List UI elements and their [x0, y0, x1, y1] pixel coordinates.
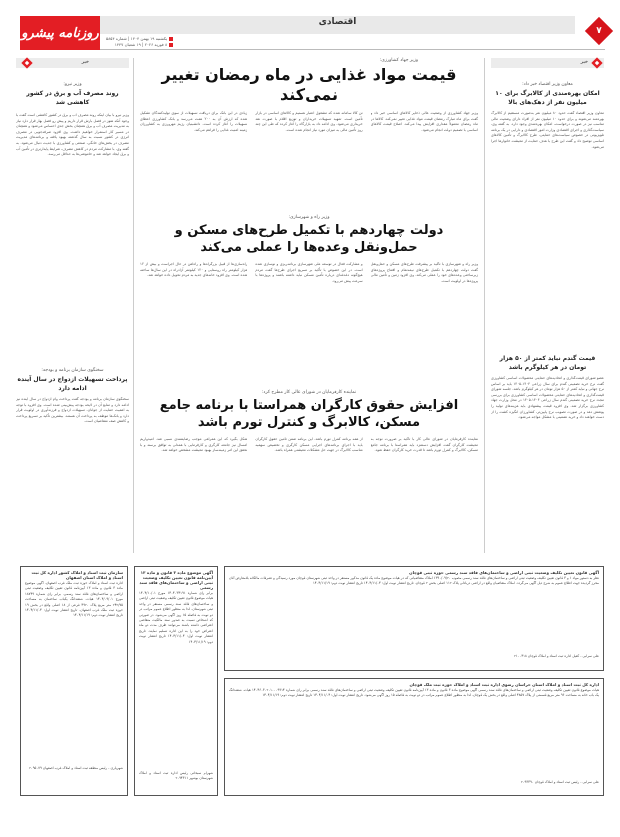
article-body: وزیر راه و شهرسازی با تأکید بر پیشرفت طرح‌های مسکن و حمل‌ونقل گفت دولت چهاردهم با تکمیل طرح‌های نیمه‌تمام و افتتاح پروژه‌های زیرساختی وعده‌های خود را عملی می‌کند. وی افزود زمین و تأمین مالی پروژه‌ها در اولویت است.	[370, 262, 478, 283]
notice-body: اداره ثبت اسناد و املاک حوزه ثبت ملک غرب اصفهان. آگهی موضوع ماده ۳ قانون و ماده ۱۳ آیین‌نامه قانون تعیین تکلیف وضعیت ثبتی اراضی و ساختمان‌های فاقد سند رسمی. برابر رای شماره ۱۸۷۴۹ مورخ ۱۴۰۴/۰۹/۰۱ هیات. ششدانگ یکباب ساختمان به مساحت ۲۴۲/۷۵ متر مربع پلاک ۴۹۲۰ فرعی از ۱۸ اصلی واقع در بخش ۱۹ حوزه ثبت ملک غرب اصفهان. تاریخ انتشار نوبت اول: ۱۴۰۴/۱۱/۰۴ تاریخ انتشار نوبت دوم: ۱۴۰۴/۱۱/۱۹	[25, 581, 123, 618]
legal-notice	[224, 678, 604, 796]
article-headline[interactable]: روند مصرف آب و برق در کشور کاهشی شد	[26, 90, 119, 106]
left-news-column	[16, 58, 134, 553]
notice-signature: شهرام سبحانی رئیس اداره ثبت اسناد و املاک شهرستان بوشهر ۲۰۹۴۳۱۱	[139, 771, 213, 781]
article-headline[interactable]: دولت چهاردهم با تکمیل طرح‌های مسکن و حمل‌ونقل وعده‌ها را عملی می‌کند	[174, 223, 444, 255]
legal-notices	[16, 566, 604, 831]
issue-date-line-alt: ۸ فوریه ۲۰۲۶ | ۱۹ شعبان ۱۴۴۷	[106, 42, 173, 48]
diamond-icon	[591, 57, 602, 68]
issue-info	[106, 36, 173, 48]
article-body: از همه برنامه کنترل تورم باشد. این برنامه ضمن تأمین حقوق کارگران باید با اجرای برنامه‌های اجرایی مسکن کارگری و تخصیص سهمیه مناسب کالابرگ در جهت حل مشکلات معیشتی همراه باشد.	[255, 437, 363, 453]
center-news-column	[140, 58, 478, 553]
article-body: وزیر جهاد کشاورزی از وضعیت عالی ذخایر کالاهای اساسی خبر داد و گفت برای ماه مبارک رمضان قیمت مواد غذایی تغییر نمی‌کند. کالاها در ماه رمضان معمولاً مقداری افزایش پیدا می‌کند. اصلاح قیمت کالاهای اساسی با تصمیم دولت انجام می‌شود.	[370, 111, 478, 132]
legal-notice	[134, 566, 218, 796]
notice-title: آگهی موضوع ماده ۳ قانون و ماده ۱۳ آیین‌نامه قانون تعیین تکلیف وضعیت ثبتی اراضی و ساختمان‌های فاقد سند رسمی	[139, 570, 213, 590]
news-tab-label: خبر	[580, 59, 588, 65]
right-news-column	[484, 58, 604, 553]
notice-signature: شهریاری - رئیس منطقه ثبت اسناد و املاک غرب اصفهان ۲۰۹۵۰۷۹	[29, 766, 123, 770]
issue-date-line: یکشنبه ۱۹ بهمن ۱۴۰۴ | شماره ۵۸۵۴	[106, 36, 173, 42]
article-body: سخنگوی سازمان برنامه و بودجه گفت پرداخت وام ازدواج در سال آینده نیز ادامه دارد و منابع آن در لایحه بودجه پیش‌بینی شده است. وی افزود با توجه به اهمیت حمایت از جوانان، تسهیلات ازدواج و فرزندآوری در اولویت قرار دارد و بانک‌ها موظف به پرداخت آن هستند. بیشترین تأکید بر تسریع پرداخت و کاهش صف متقاضیان است.	[16, 397, 129, 424]
article-kicker: وزیر جهاد کشاورزی:	[379, 58, 418, 63]
legal-notice	[224, 566, 604, 671]
article-body: وزیر نیرو با بیان اینکه روند مصرف آب و برق در کشور کاهشی است گفت با وجود آنکه هنوز در فصل بارش قرار داریم و پیش رو فصل بهار قرار دارد نیاز به مدیریت مصرف آب و برق همچنان بخش جدی احساس می‌شود و همچنان در مسیر کار استمرار خواهیم داشت. وی افزود صرفه‌جویی در مصرف انرژی در کشور نسبت به سال گذشته بهبود یافته و برنامه‌های مدیریت مصرف در بخش‌های خانگی، صنعتی و کشاورزی با جدیت دنبال می‌شود. به گفته وی، با مشارکت مردم در کاهش مصرف، شرایط پایدارتری در تأمین آب و برق ایجاد خواهد شد و خاموشی‌ها به حداقل می‌رسد.	[16, 113, 129, 157]
newspaper-logo: روزنامه پیشرو	[20, 16, 100, 50]
article-kicker: معاون وزیر اقتصاد خبر داد:	[522, 82, 573, 87]
article-body: راه‌سازی‌ها از قبیل بزرگراه‌ها و راه‌آهن در حال اجراست و بیش از ۱۲ هزار کیلومتر راه روستایی و ۱۲۰ کیلومتر آزادراه در این سال‌ها ساخته شده است. وی افزود خانه‌های جدید به مردم تحویل داده خواهد شد.	[140, 262, 248, 278]
notice-signature: علی سرابی - کفیل اداره ثبت اسناد و املاک قوچان ۲۱۰۰۴۱۸	[514, 654, 599, 658]
section-title: اقتصادی	[318, 17, 357, 27]
notice-title: سازمان ثبت اسناد و املاک کشور اداره کل ثبت اسناد و املاک استان اصفهان	[31, 570, 123, 580]
article-body: شکل بگیرد که این همراهی موجب رضایتمندی نسبی شد. امیدواریم امسال نیز جامعه کارگری و کارفرمایی با همدلی به توافق برسند و با تحقق این امر زمینه‌ساز بهبود معیشت مشخص خواهد شد.	[140, 437, 248, 453]
article-headline[interactable]: قیمت گندم نباید کمتر از ۵۰ هزار تومان در هر کیلوگرم باشد	[499, 355, 596, 371]
page-number: ۷	[596, 26, 602, 36]
article-headline[interactable]: امکان بهره‌مندی از کالابرگ برای ۱۰ میلیون نفر از دهک‌های بالا	[495, 90, 600, 106]
section-band	[100, 16, 575, 34]
lead-headline[interactable]: قیمت مواد غذایی در ماه رمضان تغییر نمی‌کند	[161, 65, 457, 104]
article-columns	[140, 111, 478, 201]
page-number-badge	[585, 17, 613, 45]
notice-body: هیات موضوع قانون تعیین تکلیف وضعیت ثبتی اراضی و ساختمان‌های فاقد سند رسمی آگهی موضوع ماده ۳ قانون و ماده ۱۳ آیین‌نامه قانون تعیین تکلیف وضعیت ثبتی اراضی و ساختمان‌های فاقد سند رسمی برابر رای شماره ۱۴۰۴۶۰۳۰۲۰۱۰۰۰۹۹۱۴ هیات. ششدانگ یک باب خانه به مساحت ۹۶ متر مربع قسمتی از پلاک ۴۸۵۷ اصلی واقع در بخش یک قوچان. لذا به منظور اطلاع عموم مراتب در دو نوبت به فاصله ۱۵ روز آگهی می‌شود. تاریخ انتشار نوبت اول: ۱۴۰۴/۱۱/۰۴ تاریخ انتشار نوبت دوم: ۱۴۰۴/۱۱/۱۹	[229, 688, 599, 698]
news-tab-left	[16, 58, 129, 68]
notice-signature: علی سرابی - رئیس ثبت اسناد و املاک قوچان ۲۰۹۳۳۹۰	[520, 780, 599, 784]
article-body: عضو شورای قیمت‌گذاری و اتحادیه‌های حمایتی محصولات اساسی کشاورزی گفت نرخ خرید تضمینی گندم برای سال زراعی ۱۴۰۴-۱۴۰۵ باید بر اساس نرخ جهانی و نباید کمتر از ۵۰ هزار تومان در هر کیلوگرم باشد. جلسه شورای قیمت‌گذاری و اتحادیه‌های حمایتی محصولات اساسی کشاورزی برای بررسی مجدد نرخ خرید تضمینی گندم سال زراعی ۱۴۰۴-۱۴۰۵ در محل وزارت جهاد کشاورزی برگزار شد. وی افزود قیمت پیشنهادی باید هزینه‌های تولید را پوشش دهد و در صورت تصویب نرخ پایین‌تر، کشاورزان انگیزه کشت را از دست خواهند داد و خرید تضمینی با مشکل مواجه می‌شود.	[491, 376, 604, 420]
notice-title: اداره کل ثبت اسناد و املاک استان خراسان رضوی اداره ثبت اسناد و املاک حوزه ثبت ملک قوچان	[409, 682, 599, 687]
article-body: نماینده کارفرمایان در شورای عالی کار با تأکید بر ضرورت توجه به معیشت کارگران گفت افزایش دستمزد باید همراستا با برنامه جامع مسکن، کالابرگ و کنترل تورم باشد تا قدرت خرید کارگران حفظ شود.	[370, 437, 478, 453]
notice-body: نظر به دستور مواد ۱ و ۳ قانون تعیین تکلیف وضعیت ثبتی اراضی و ساختمان‌های فاقد سند رسمی مصوب ۱۳۹۰/۰۹/۲۰ املاک متقاضیانی که در هیات موضوع ماده یک قانون مذکور مستقر در واحد ثبتی شهرستان قوچان مورد رسیدگی و تصرفات مالکانه بلامعارض آنان محرز گردیده جهت اطلاع عموم به شرح ذیل آگهی می‌گردد. املاک متقاضیان واقع در اراضی دربادلی پلاک ۱۱۲ اصلی بخش ۲ قوچان. تاریخ انتشار نوبت اول: ۱۴۰۴/۱۱/۰۴ تاریخ انتشار نوبت دوم: ۱۴۰۴/۱۱/۱۹	[229, 576, 599, 586]
article-kicker: وزیر نیرو:	[63, 82, 82, 87]
article-kicker: وزیر راه و شهرسازی:	[288, 215, 330, 220]
article-body: معاون وزیر اقتصاد گفت حدود ۸۰ میلیون نفر به‌صورت مستقیم از کالابرگ بهره‌مند می‌شوند و برای حدود ۱۰ میلیون نفر از افراد دارای وضعیت مالی مناسب نیز در صورت درخواست، امکان بهره‌مندی وجود دارد. به گفته وی، سیاست‌گذاری و اجرای اقتصادی وزارت امور اقتصادی و دارایی در یک برنامه تلویزیونی در خصوص سیاست‌های حمایتی، طرح کالابرگ و تأمین کالاهای اساسی توضیح داد و گفت این طرح با هدف حمایت از معیشت خانوارها اجرا می‌شود.	[491, 111, 604, 149]
article-body: تن کالا سامانه شده که مشغول اعتبار هستیم و کالاهای اساسی در بازار تأمین است. تمهید تسهیلات خریداران و توزیع اقلام با صورت نقد خریداری می‌شود. وی ادامه داد به بازارگاه را آغاز کرده که طی این چند روز تأمین مالی به میزان مورد نیاز انجام شده است.	[255, 111, 363, 132]
article-kicker: سخنگوی سازمان برنامه و بودجه:	[41, 368, 104, 373]
article-columns	[140, 262, 478, 380]
article-columns	[140, 437, 478, 542]
legal-notice	[20, 566, 128, 796]
article-headline[interactable]: افزایش حقوق کارگران همراستا با برنامه جامع مسکن، کالابرگ و کنترل تورم باشد	[159, 398, 459, 430]
notice-title: آگهی قانون تعیین تکلیف وضعیت ثبتی اراضی و ساختمان‌های فاقد سند رسمی حوزه ثبتی قوچان	[409, 570, 599, 575]
article-body: و مشارکت فعال در توسعه ملی شهرسازی برنامه‌ریزی و نوسازی شده است. در این خصوص با تأکید بر تسریع اجرای طرح‌ها گفت مردم هیچ‌گونه دغدغه‌ای درباره تأمین مسکن نباید داشته باشند و پروژه‌ها با سرعت پیش می‌رود.	[255, 262, 363, 283]
page-header	[20, 16, 605, 50]
news-tab-right	[491, 58, 604, 68]
news-tab-label: خبر	[81, 59, 89, 65]
article-body: زیادی در این بانک برای دریافت تسهیلات از سوی تولیدکنندگان تشکیل شده که ارزش آن به ۲۰۰ همت می‌رسد و بانک کشاورزی اعطای تسهیلات را آغاز کرده است. دانشبنیان رژیم مهرورزی به کشاورزان زمینه امنیت غذایی را فراهم می‌کند.	[140, 111, 248, 132]
notice-body: برابر رای شماره ۱۴۰۴۰۳۴۱۹۱ مورخ ۱۴۰۴/۱۰/۰۱ هیات موضوع قانون تعیین تکلیف وضعیت ثبتی اراضی و ساختمان‌های فاقد سند رسمی مستقر در واحد ثبتی شهرستان. لذا به منظور اطلاع عموم مراتب در دو نوبت به فاصله ۱۵ روز آگهی می‌شود. در صورتی که اشخاص نسبت به صدور سند مالکیت متقاضی اعتراضی داشته باشند می‌توانند ظرف مدت دو ماه اعتراض خود را به این اداره تسلیم نمایند. تاریخ انتشار نوبت اول: ۱۴۰۴/۱۱/۰۴ تاریخ انتشار نوبت دوم: ۱۴۰۴/۱۱/۱۹	[139, 591, 213, 644]
article-kicker: نماینده کارفرمایان در شورای عالی کار مطرح کرد:	[261, 390, 357, 395]
article-headline[interactable]: پرداخت تسهیلات ازدواج در سال آینده ادامه دارد	[17, 376, 128, 392]
diamond-icon	[21, 57, 32, 68]
